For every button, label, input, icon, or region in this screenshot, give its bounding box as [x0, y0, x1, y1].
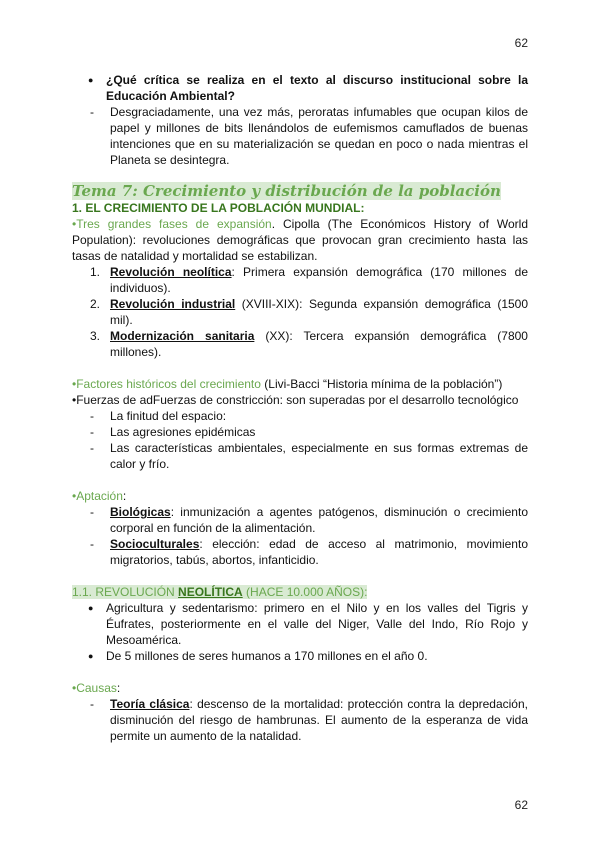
bullet-icon: ●: [88, 75, 94, 85]
aptacion-colon: :: [122, 489, 127, 503]
factor-text: La finitud del espacio:: [110, 409, 227, 423]
aptacion-paragraph: [72, 488, 528, 504]
fases-label: Tres grandes fases de expansión: [76, 217, 272, 231]
factor-item: [72, 440, 528, 472]
aptacion-text: : elección: edad de acceso al matrimonio, movimiento migratorios, tabús, abortos, infanticidio.: [110, 537, 528, 567]
causas-paragraph: [72, 680, 528, 696]
neolitica-text: De 5 millones de seres humanos a 170 millones en el año 0.: [106, 649, 428, 663]
fase-term: Revolución neolítica: [110, 265, 232, 279]
aptacion-label: Aptación: [76, 489, 123, 503]
bullet-icon: ●: [88, 603, 94, 613]
fases-bullet: •: [72, 217, 77, 231]
section-heading-1-1: [72, 584, 528, 600]
causas-colon: :: [116, 681, 121, 695]
aptacion-item: [72, 504, 528, 536]
fase-item: [72, 264, 528, 296]
question-text: ¿Qué crítica se realiza en el texto al discurso institucional sobre la Educación Ambiental?: [106, 73, 528, 103]
factor-item: [72, 408, 528, 424]
fase-number: 2.: [90, 297, 101, 311]
section11-term: NEOLÍTICA: [178, 585, 243, 599]
section11-suffix: (HACE 10.000 AÑOS):: [242, 585, 368, 599]
page-content: [72, 72, 528, 744]
answer-text: Desgraciadamente, una vez más, peroratas infumables que ocupan kilos de papel y millones de bits llenándolos de eufemismos camuflados de buenas intenciones que en su materialización se quedan en poco o nada mientras el Planeta se desintegra.: [110, 105, 528, 167]
answer-item: [72, 104, 528, 168]
causas-label: Causas: [76, 681, 117, 695]
dash-marker: -: [90, 697, 94, 711]
tema-title: Tema 7: Crecimiento y distribución de la población: [72, 182, 501, 200]
fase-text: (XX): Tercera expansión demográfica (7800 millones).: [110, 329, 528, 359]
section-heading-1: 1. EL CRECIMIENTO DE LA POBLACIÓN MUNDIAL:: [72, 201, 365, 215]
dash-marker: -: [90, 505, 94, 519]
dash-marker: -: [90, 425, 94, 439]
neolitica-item: [72, 600, 528, 648]
causa-term: Teoría clásica: [110, 697, 190, 711]
aptacion-item: [72, 536, 528, 568]
fase-text: : Primera expansión demográfica (170 millones de individuos).: [110, 265, 528, 295]
fase-item: [72, 328, 528, 360]
fuerzas-paragraph: •Fuerzas de adFuerzas de constricción: son superadas por el desarrollo tecnológico: [72, 393, 519, 407]
factor-item: [72, 424, 528, 440]
aptacion-term: Socioculturales: [110, 537, 200, 551]
aptacion-bullet: •: [72, 489, 77, 503]
page-number-bottom: 62: [514, 798, 528, 812]
dash-marker: -: [90, 105, 94, 119]
factores-text: (Livi-Bacci “Historia mínima de la población”): [260, 377, 503, 391]
aptacion-term: Biológicas: [110, 505, 171, 519]
factor-text: Las agresiones epidémicas: [110, 425, 256, 439]
page-number-top: 62: [514, 36, 528, 50]
bullet-icon: ●: [88, 651, 94, 661]
fase-number: 1.: [90, 265, 101, 279]
causas-bullet: •: [72, 681, 77, 695]
question-item: [72, 72, 528, 104]
section11-prefix: 1.1. REVOLUCIÓN: [72, 585, 179, 599]
aptacion-text: : inmunización a agentes patógenos, disminución o crecimiento corporal en función de la alimentación.: [110, 505, 528, 535]
fase-item: [72, 296, 528, 328]
factores-paragraph: [72, 376, 528, 392]
factores-bullet: •: [72, 377, 77, 391]
fase-term: Revolución industrial: [110, 297, 236, 311]
causa-text: : descenso de la mortalidad: protección contra la depredación, disminución del riesgo de hambrunas. El aumento de la esperanza de vida permite un aumento de la natalidad.: [110, 697, 528, 743]
fase-term: Modernización sanitaria: [110, 329, 255, 343]
fases-text: . Cipolla (The Económicos History of World Population): revoluciones demográficas que provocan gran crecimiento hasta las tasas de natalidad y mortalidad se estabilizan.: [72, 217, 528, 263]
fase-text: (XVIII-XIX): Segunda expansión demográfica (1500 mil).: [110, 297, 529, 327]
causa-item: [72, 696, 528, 744]
neolitica-item: [72, 648, 528, 664]
dash-marker: -: [90, 537, 94, 551]
dash-marker: -: [90, 441, 94, 455]
fases-paragraph: [72, 216, 528, 264]
dash-marker: -: [90, 409, 94, 423]
fase-number: 3.: [90, 329, 101, 343]
factor-text: Las características ambientales, especialmente en sus formas extremas de calor y frío.: [110, 441, 528, 471]
factores-label: Factores históricos del crecimiento: [76, 377, 261, 391]
neolitica-text: Agricultura y sedentarismo: primero en el Nilo y en los valles del Tigris y Éufrates, posteriormente en el valle del Niger, Valle del Indo, Río Rojo y Mesoamérica.: [106, 601, 528, 647]
